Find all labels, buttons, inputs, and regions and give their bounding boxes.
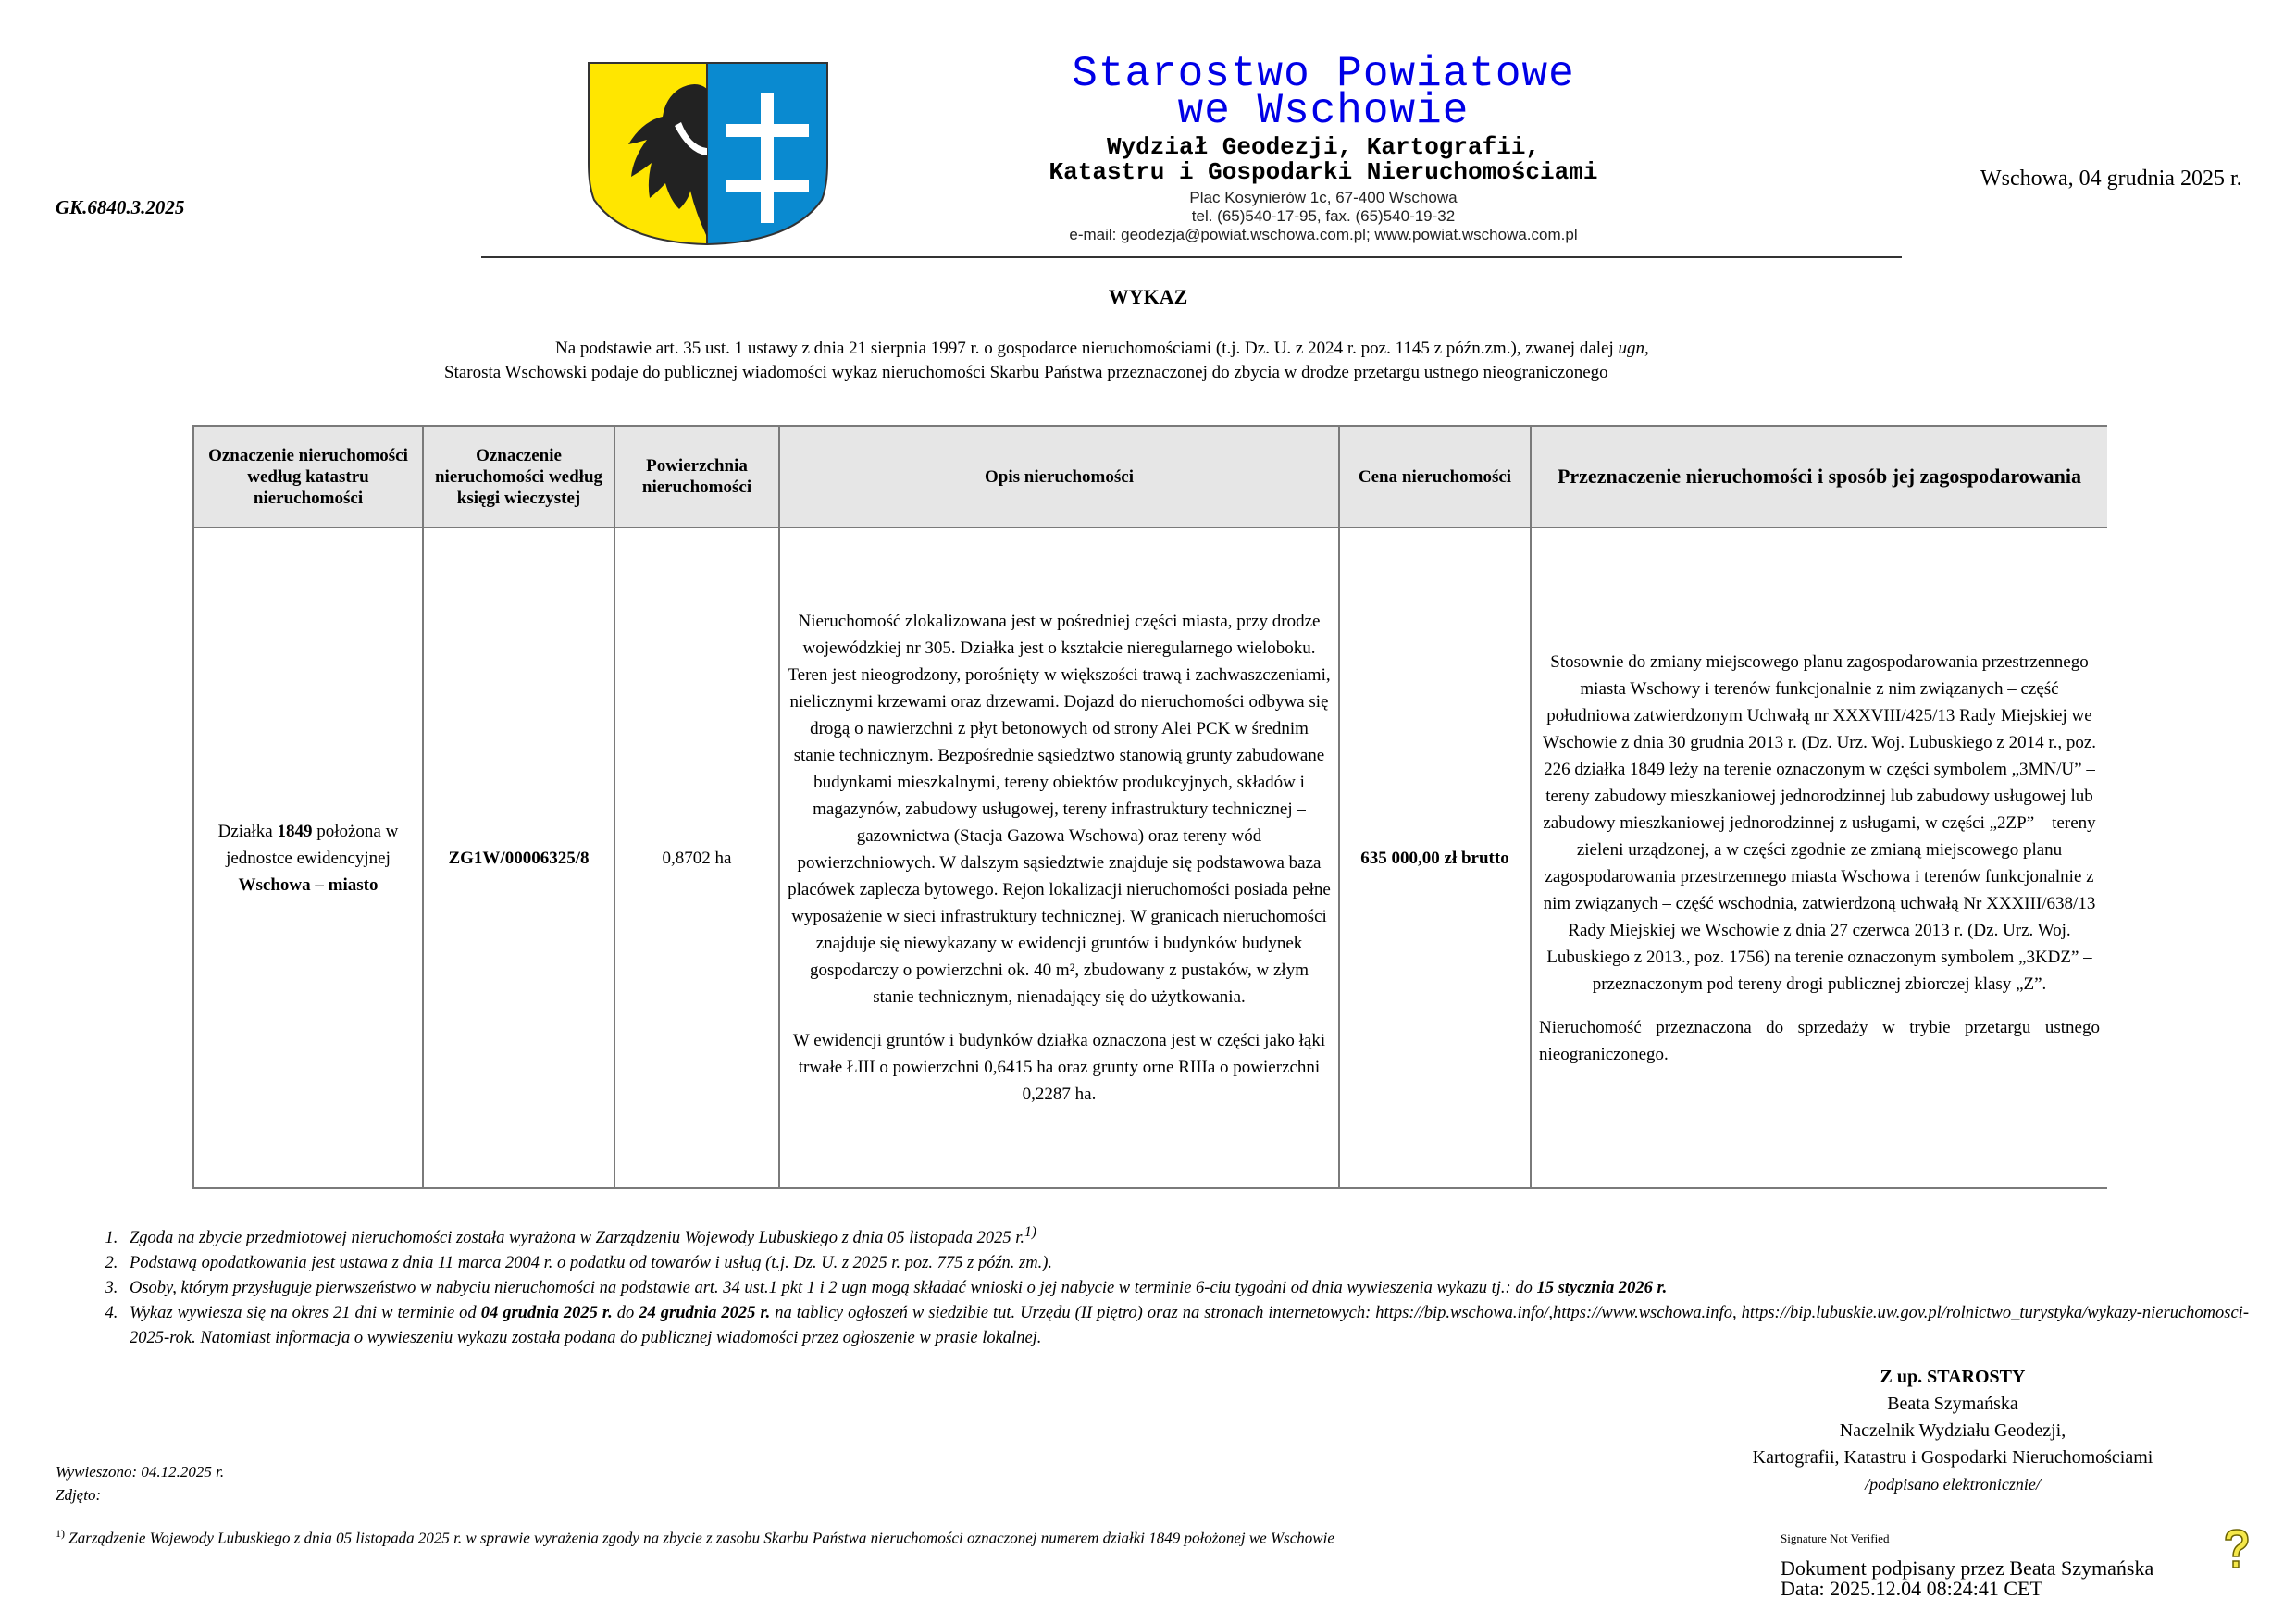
digital-signature-stamp: Signature Not Verified Dokument podpisany przez Beata Szymańska Data: 2025.12.04 08:24:41 CET (1781, 1531, 2154, 1600)
reference-number: GK.6840.3.2025 (56, 196, 185, 218)
intro-paragraph: Na podstawie art. 35 ust. 1 ustawy z dnia 21 sierpnia 1997 r. o gospodarce nieruchomościami (t.j. Dz. U. z 2024 r. poz. 1145 z późn.zm.), zwanej dalej ugn, Starosta Wschowski podaje do publicznej wiadomości wykaz nieruchomości Skarbu Państwa przeznaczonej do zbycia w drodze przetargu ustnego nieograniczonego (444, 339, 1649, 382)
office-name: Starostwo Powiatowe we Wschowie (1072, 50, 1575, 135)
col-header-description: Opis nieruchomości (779, 426, 1339, 527)
area-cell: 0,8702 ha (614, 527, 779, 1188)
question-mark-icon (2221, 1527, 2253, 1575)
purpose-cell (1531, 527, 2107, 1188)
col-header-price: Cena nieruchomości (1339, 426, 1531, 527)
land-register-cell: ZG1W/00006325/8 (423, 527, 614, 1188)
price-cell: 635 000,00 zł brutto (1339, 527, 1531, 1188)
note-item: 3. Osoby, którym przysługuje pierwszeństwo w nabyciu nieruchomości na podstawie art. 34 ust.1 pkt 1 i 2 ugn mogą składać wnioski o jej nabycie w terminie 6-ciu tygodni od dnia wywieszenia wykazu tj.: do 15 stycznia 2026 r. (122, 1276, 2249, 1301)
notes-list (83, 1220, 2249, 1351)
table-row (193, 527, 2107, 1188)
footnote: $^{1)}$ Zarządzenie Wojewody Lubuskiego z dnia 05 listopada 2025 r. w sprawie wyrażenia zgody na zbycie z zasobu Skarbu Państwa nieruchomości oznaczonej numerem działki 1849 położonej we Wschowie (56, 1527, 1334, 1547)
property-table (192, 425, 2107, 1189)
coat-of-arms-logo (587, 61, 829, 246)
col-header-purpose: Przeznaczenie nieruchomości i sposób jej zagospodarowania (1531, 426, 2107, 527)
document-date: Wschowa, 04 grudnia 2025 r. (1980, 167, 2242, 191)
document-title: WYKAZ (1108, 285, 1188, 308)
description-paragraph: Nieruchomość zlokalizowana jest w pośredniej części miasta, przy drodze wojewódzkiej nr 305. Działka jest o kształcie nieregularnego wieloboku. Teren jest nieogrodzony, porośnięty w większości trawą i zachwaszczeniami, nielicznymi krzewami oraz drzewami. Dojazd do nieruchomości odbywa się drogą o nawierzchni z płyt betonowych od strony Alei PCK w średnim stanie technicznym. Bezpośrednie sąsiedztwo stanowią grunty zabudowane budynkami mieszkalnymi, tereny obiektów produkcyjnych, składów i magazynów, zabudowy usługowej, tereny infrastruktury technicznej – gazownictwa (Stacja Gazowa Wschowa) oraz tereny wód powierzchniowych. W dalszym sąsiedztwie znajduje się podstawowa baza placówek zaplecza bytowego. Rejon lokalizacji nieruchomości posiada pełne wyposażenie w sieci infrastruktury technicznej. W granicach nieruchomości znajduje się niewykazany w ewidencji gruntów i budynków budynek gospodarczy o powierzchni ok. 40 m², zbudowany z pustaków, w złym stanie technicznym, nienadający się do użytkowania. (788, 612, 1331, 1007)
header-divider (481, 256, 1902, 258)
purpose-sale-mode: Nieruchomość przeznaczona do sprzedaży w trybie przetargu ustnego nieograniczonego. (1539, 1017, 2100, 1064)
col-header-land-register: Oznaczenie nieruchomości według księgi wieczystej (423, 426, 614, 527)
col-header-cadastre: Oznaczenie nieruchomości według katastru nieruchomości (193, 426, 423, 527)
description-cell (779, 527, 1339, 1188)
note-item: 1. Zgoda na zbycie przedmiotowej nieruchomości została wyrażona w Zarządzeniu Wojewody Lubuskiego z dnia 05 listopada 2025 r.$^{1)}$ (122, 1220, 2249, 1251)
col-header-area: Powierzchnia nieruchomości (614, 426, 779, 527)
purpose-paragraph: Stosownie do zmiany miejscowego planu zagospodarowania przestrzennego miasta Wschowy i terenów funkcjonalnie z nim związanych – część południowa zatwierdzonym Uchwałą nr XXXVIII/425/13 Rady Miejskiej we Wschowie z dnia 30 grudnia 2013 r. (Dz. Urz. Woj. Lubuskiego z 2014 r., poz. 226 działka 1849 leży na terenie oznaczonym w części symbolem „3MN/U” – tereny zabudowy mieszkaniowej jednorodzinnej lub zabudowy usługowej lub zabudowy mieszkaniowej jednorodzinnej z usługami, w części „2ZP” – tereny zieleni urządzonej, a w części zgodnie ze zmianą miejscowego planu zagospodarowania przestrzennego miasta Wschowa i terenów funkcjonalnie z nim związanych – część wschodnia, zatwierdzoną uchwałą Nr XXXIII/638/13 Rady Miejskiej we Wschowie z dnia 27 czerwca 2013 r. (Dz. Urz. Woj. Lubuskiego z 2013., poz. 1756) na terenie oznaczonym symbolem „3KDZ” – przeznaczonym pod tereny drogi publicznej zbiorczej klasy „Z”. (1542, 651, 2097, 994)
description-land-use: W ewidencji gruntów i budynków działka oznaczona jest w części jako łąki trwałe ŁIII o powierzchni 0,6415 ha oraz grunty orne RIIIa o powierzchni 0,2287 ha. (792, 1031, 1326, 1104)
note-item: 2. Podstawą opodatkowania jest ustawa z dnia 11 marca 2004 r. o podatku od towarów i usług (t.j. Dz. U. z 2025 r. poz. 775 z późn. zm.). (122, 1251, 2249, 1276)
property-table-container (192, 425, 2107, 1193)
office-contact: Plac Kosynierów 1c, 67-400 Wschowa tel. (65)540-17-95, fax. (65)540-19-32 e-mail: geodezja@powiat.wschowa.com.pl; www.powiat.wschowa.com.pl (1069, 189, 1578, 243)
posting-info: Wywieszono: 04.12.2025 r. Zdjęto: (56, 1463, 225, 1504)
note-item: 4. Wykaz wywiesza się na okres 21 dni w terminie od 04 grudnia 2025 r. do 24 grudnia 2025 r. na tablicy ogłoszeń w siedzibie tut. Urzędu (II piętro) oraz na stronach internetowych: https://bip.wschowa.info/,https://www.wschowa.info, https://bip.lubuskie.uw.gov.pl/rolnictwo_turystyka/wykazy-nieruchomosci-2025-rok. Natomiast informacja o wywieszeniu wykazu została podana do publicznej wiadomości przez ogłoszenie w prasie lokalnej. (122, 1301, 2249, 1351)
department-name: Wydział Geodezji, Kartografii, Katastru i Gospodarki Nieruchomościami (1049, 133, 1598, 186)
table-header-row (193, 426, 2107, 527)
cadastre-cell: Działka 1849 położona w jednostce ewidencyjnej Wschowa – miasto (193, 527, 423, 1188)
signature-block: Z up. STAROSTY Beata Szymańska Naczelnik Wydziału Geodezji, Kartografii, Katastru i Gospodarki Nieruchomościami /podpisano elektronicznie/ (1752, 1367, 2153, 1494)
